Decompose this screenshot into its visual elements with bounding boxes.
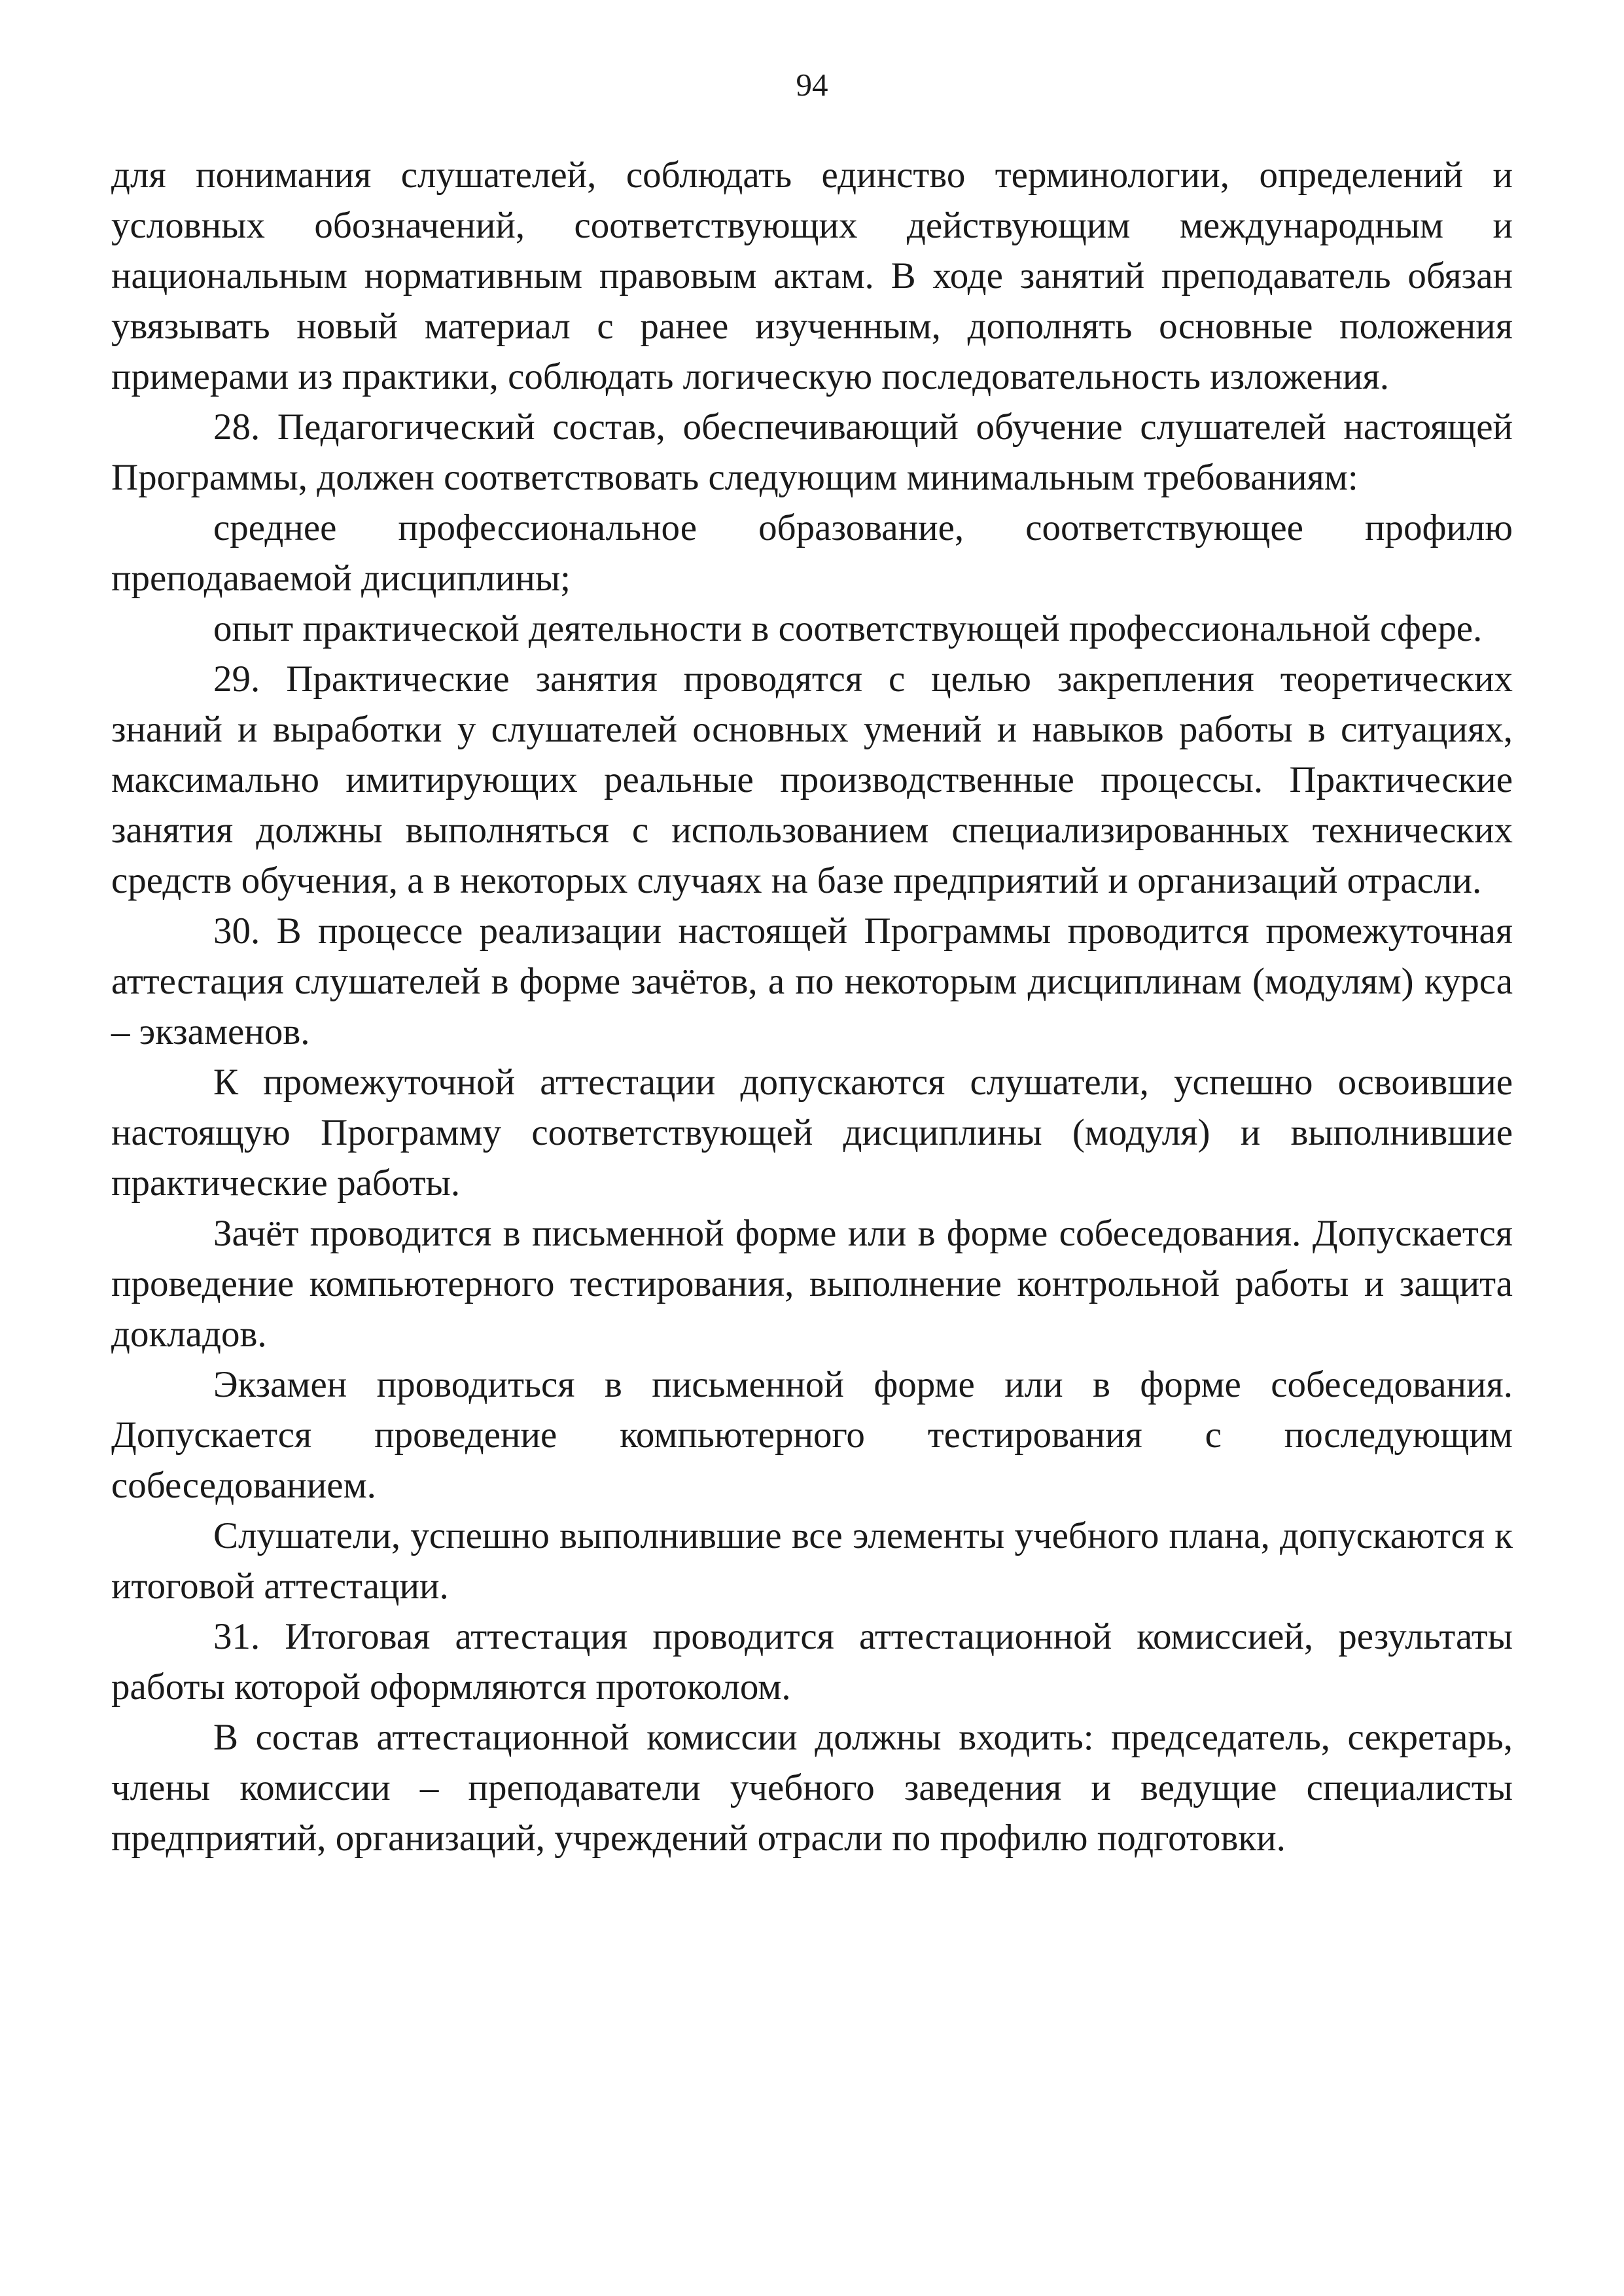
page-number: 94 xyxy=(796,67,828,103)
body-text xyxy=(111,150,1513,1863)
paragraph-item-28: 28. Педагогический состав, обеспечивающий обучение слушателей настоящей Программы, должен соответствовать следующим минимальным требованиям: xyxy=(111,406,1513,498)
paragraph-admission: К промежуточной аттестации допускаются слушатели, успешно освоившие настоящую Программу соответствующей дисциплины (модуля) и выполнившие практические работы. xyxy=(111,1062,1513,1204)
paragraph-final-admission: Слушатели, успешно выполнившие все элементы учебного плана, допускаются к итоговой аттестации. xyxy=(111,1515,1513,1607)
paragraph-credit-test: Зачёт проводится в письменной форме или в форме собеседования. Допускается проведение компьютерного тестирования, выполнение контрольной работы и защита докладов. xyxy=(111,1213,1513,1355)
paragraph-item-31: 31. Итоговая аттестация проводится аттестационной комиссией, результаты работы которой оформляются протоколом. xyxy=(111,1616,1513,1708)
paragraph-continuation: для понимания слушателей, соблюдать единство терминологии, определений и условных обозначений, соответствующих действующим международным и национальным нормативным правовым актам. В ходе занятий преподаватель обязан увязывать новый материал с ранее изученным, дополнять основные положения примерами из практики, соблюдать логическую последовательность изложения. xyxy=(111,154,1513,397)
paragraph-commission: В состав аттестационной комиссии должны входить: председатель, секретарь, члены комиссии – преподаватели учебного заведения и ведущие специалисты предприятий, организаций, учреждений отрасли по профилю подготовки. xyxy=(111,1717,1513,1859)
paragraph-item-29: 29. Практические занятия проводятся с целью закрепления теоретических знаний и выработки у слушателей основных умений и навыков работы в ситуациях, максимально имитирующих реальные производственные процессы. Практические занятия должны выполняться с использованием специализированных технических средств обучения, а в некоторых случаях на базе предприятий и организаций отрасли. xyxy=(111,658,1513,901)
paragraph-requirement-education: среднее профессиональное образование, соответствующее профилю преподаваемой дисциплины; xyxy=(111,507,1513,599)
paragraph-item-30: 30. В процессе реализации настоящей Программы проводится промежуточная аттестация слушателей в форме зачётов, а по некоторым дисциплинам (модулям) курса – экзаменов. xyxy=(111,910,1513,1052)
paragraph-requirement-experience: опыт практической деятельности в соответствующей профессиональной сфере. xyxy=(213,608,1483,649)
paragraph-exam: Экзамен проводиться в письменной форме или в форме собеседования. Допускается проведение компьютерного тестирования с последующим собеседованием. xyxy=(111,1364,1513,1506)
